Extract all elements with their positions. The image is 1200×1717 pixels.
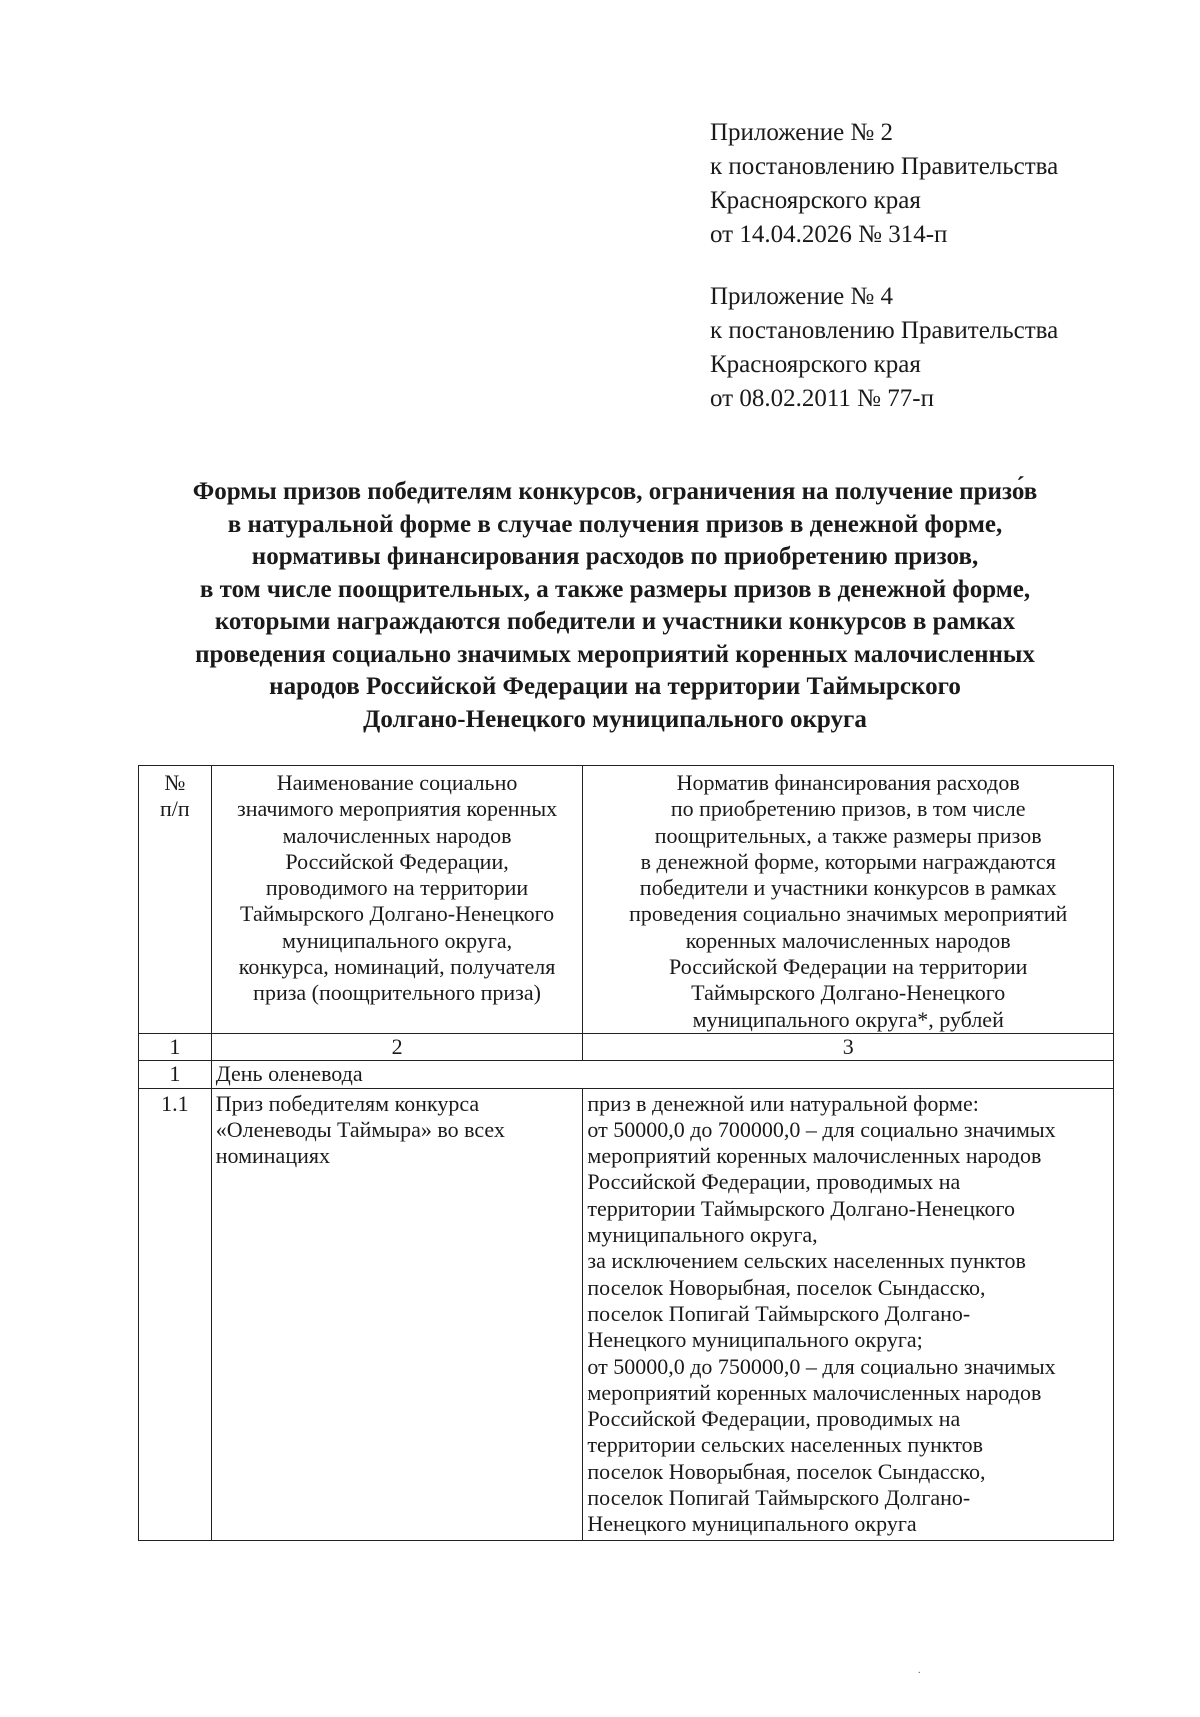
row-number: 1.1 xyxy=(139,1088,212,1540)
title-line: в том числе поощрительных, а также размеры призов в денежной форме, xyxy=(199,575,1031,603)
header-line: малочисленных народов xyxy=(282,822,512,848)
scan-speck: . xyxy=(918,1665,921,1676)
column-numbers-row xyxy=(139,1033,1114,1060)
cell-line: от 50000,0 до 750000,0 – для социально значимых xyxy=(587,1353,1056,1379)
title-line: Долгано-Ненецкого муниципального округа xyxy=(363,705,867,733)
header-line: в денежной форме, которыми награждаются xyxy=(640,848,1056,874)
appendix-original-resolution xyxy=(710,280,1058,416)
title-line: нормативы финансирования расходов по приобретению призов, xyxy=(251,543,979,570)
header-line: Таймырского Долгано-Ненецкого xyxy=(691,980,1006,1006)
appendix-line: к постановлению Правительства xyxy=(710,317,1059,344)
cell-line: Ненецкого муниципального округа xyxy=(587,1511,917,1537)
column-number: 2 xyxy=(211,1033,583,1060)
row-norm-value xyxy=(583,1088,1114,1540)
cell-line: поселок Новорыбная, поселок Сындасско, xyxy=(587,1458,986,1484)
header-line: значимого мероприятия коренных xyxy=(237,796,558,822)
cell-line: мероприятий коренных малочисленных народов xyxy=(587,1143,1042,1169)
cell-line: Российской Федерации, проводимых на xyxy=(587,1169,961,1195)
header-line: № xyxy=(164,770,186,795)
appendix-line: Красноярского края xyxy=(710,187,921,214)
appendix-line: Приложение № 2 xyxy=(710,119,894,146)
header-line: поощрительных, а также размеры призов xyxy=(654,822,1042,848)
table-row xyxy=(139,1088,1114,1540)
cell-line: от 50000,0 до 700000,0 – для социально значимых xyxy=(587,1116,1056,1142)
header-line: п/п xyxy=(160,796,190,822)
column-number: 1 xyxy=(139,1033,212,1060)
title-line: проведения социально значимых мероприятий коренных малочисленных xyxy=(195,640,1035,668)
title-line: Формы призов победителям конкурсов, ограничения на получение призо́в xyxy=(192,478,1038,505)
header-line: победители и участники конкурсов в рамках xyxy=(639,875,1057,901)
cell-line: «Оленеводы Таймыра» во всех xyxy=(215,1116,505,1142)
header-line: муниципального округа*, рублей xyxy=(692,1006,1004,1032)
header-event-name xyxy=(211,766,583,1034)
section-name: День оленевода xyxy=(211,1061,1113,1088)
cell-line: поселок Попигай Таймырского Долгано- xyxy=(587,1485,971,1511)
cell-line: приз в денежной или натуральной форме: xyxy=(587,1090,979,1116)
title-line: которыми награждаются победители и участники конкурсов в рамках xyxy=(214,608,1016,635)
header-line: проводимого на территории xyxy=(265,875,529,901)
header-line: проведения социально значимых мероприятий xyxy=(629,901,1068,927)
header-line: по приобретению призов, в том числе xyxy=(670,796,1026,822)
header-line: конкурса, номинаций, получателя xyxy=(238,954,556,980)
cell-line: поселок Попигай Таймырского Долгано- xyxy=(587,1300,971,1326)
header-norms xyxy=(583,766,1114,1034)
appendix-line: от 14.04.2026 № 314-п xyxy=(710,221,948,248)
cell-line: Ненецкого муниципального округа; xyxy=(587,1327,923,1353)
cell-line: территории сельских населенных пунктов xyxy=(587,1432,984,1458)
header-line: коренных малочисленных народов xyxy=(685,927,1011,953)
section-row xyxy=(139,1061,1114,1088)
cell-line: номинациях xyxy=(215,1143,330,1169)
table-header-row xyxy=(139,766,1114,1034)
cell-line: за исключением сельских населенных пунктов xyxy=(587,1248,1026,1274)
section-number: 1 xyxy=(139,1061,212,1088)
title-line: в натуральной форме в случае получения призов в денежной форме, xyxy=(227,510,1003,538)
header-line: Российской Федерации на территории xyxy=(669,954,1028,980)
header-line: Норматив финансирования расходов xyxy=(676,770,1020,795)
prize-norms-table xyxy=(138,765,1114,1541)
title-line: народов Российской Федерации на территории Таймырского xyxy=(269,673,961,700)
appendix-current-resolution xyxy=(710,116,1058,252)
cell-line: территории Таймырского Долгано-Ненецкого xyxy=(587,1195,1015,1221)
header-line: Российской Федерации, xyxy=(285,848,509,874)
appendix-line: Красноярского края xyxy=(710,351,921,378)
cell-line: Российской Федерации, проводимых на xyxy=(587,1406,961,1432)
header-line: Таймырского Долгано-Ненецкого xyxy=(240,901,555,927)
header-line: муниципального округа, xyxy=(281,927,513,953)
cell-line: мероприятий коренных малочисленных народов xyxy=(587,1379,1042,1405)
document-title xyxy=(100,476,1130,736)
row-event-name xyxy=(211,1088,583,1540)
cell-line: муниципального округа, xyxy=(587,1222,818,1248)
appendix-line: к постановлению Правительства xyxy=(710,153,1059,180)
column-number: 3 xyxy=(583,1033,1114,1060)
header-number xyxy=(139,766,212,1034)
appendix-line: Приложение № 4 xyxy=(710,283,894,310)
cell-line: Приз победителям конкурса xyxy=(215,1090,480,1116)
appendix-line: от 08.02.2011 № 77-п xyxy=(710,385,934,412)
header-line: Наименование социально xyxy=(276,770,518,795)
cell-line: поселок Новорыбная, поселок Сындасско, xyxy=(587,1274,986,1300)
header-line: приза (поощрительного приза) xyxy=(253,980,541,1006)
